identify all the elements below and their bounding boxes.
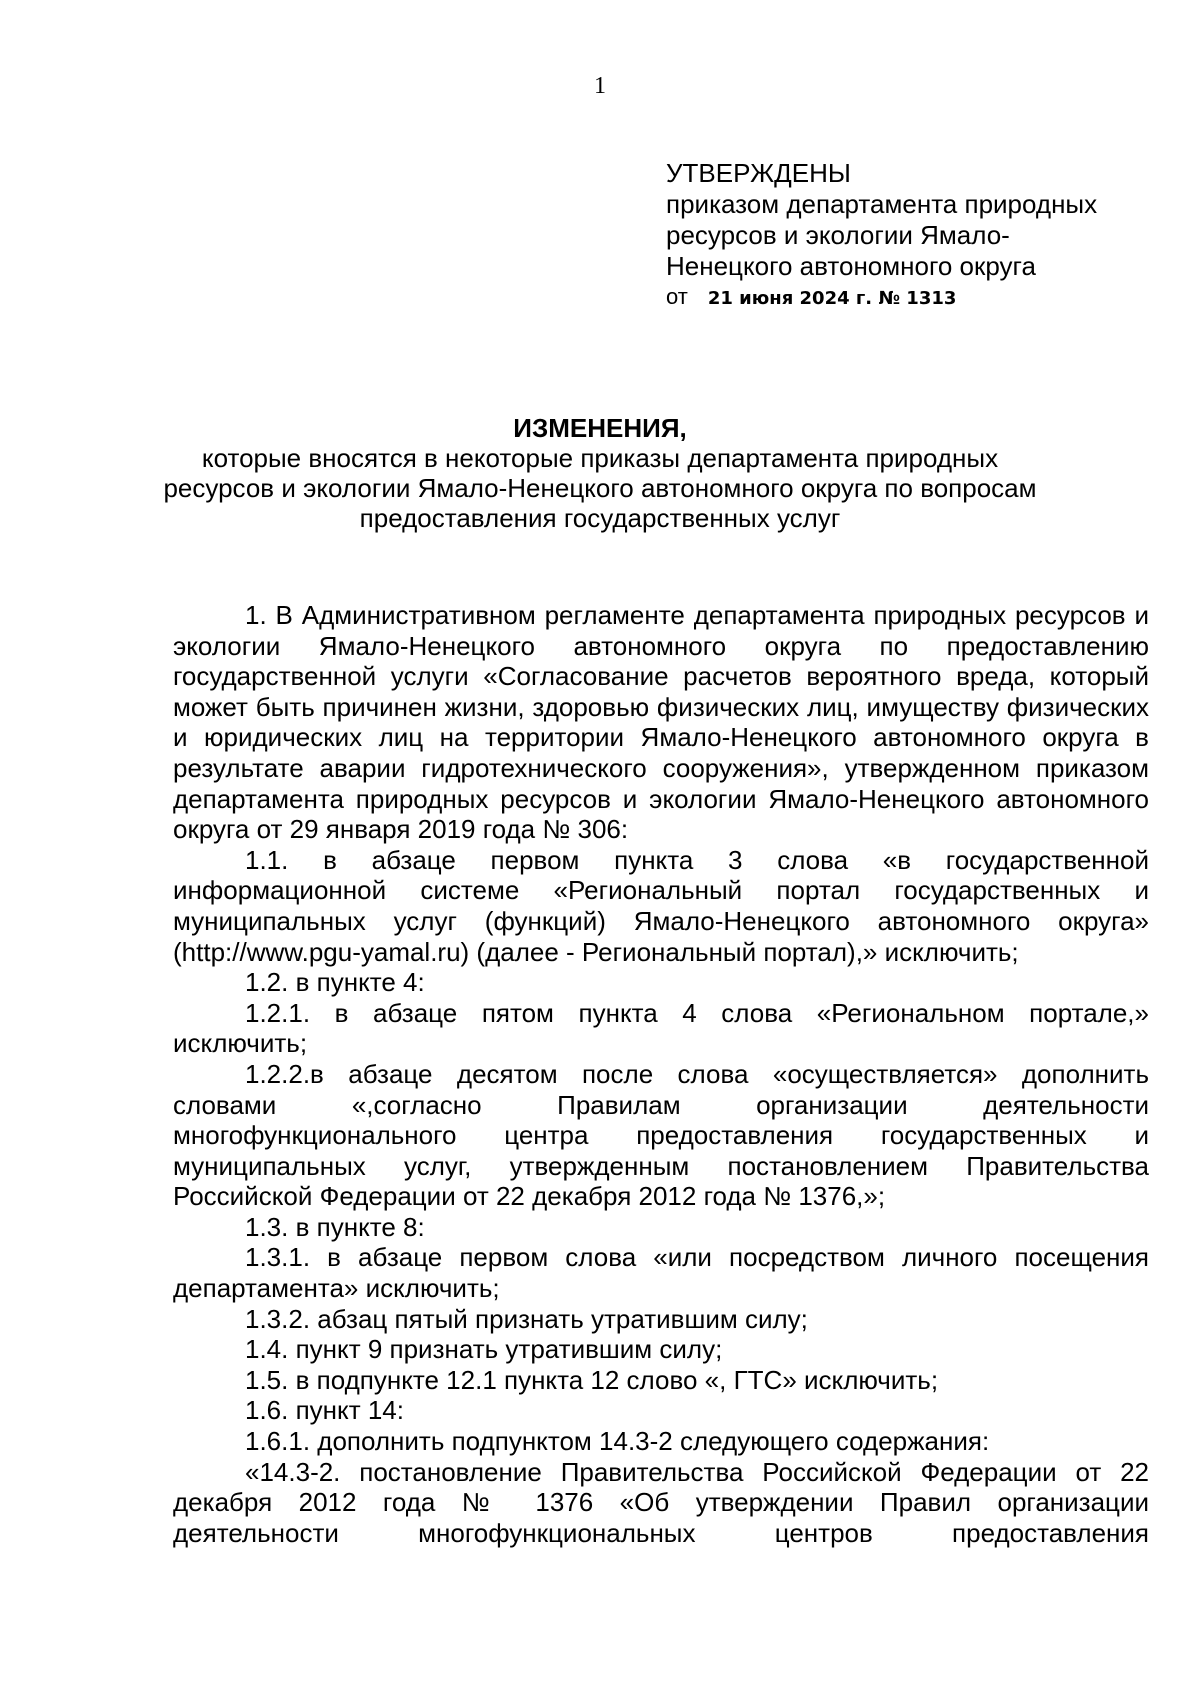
paragraph-1-2-2: 1.2.2.в абзаце десятом после слова «осуществляется» дополнить словами «,согласно Правилам организации деятельности многофункционального центра предоставления государственных и муниципальных услуг, утвержденным постановлением Правительства Российской Федерации от 22 декабря 2012 года № 1376,»; — [173, 1058, 1149, 1212]
paragraph-1-6: 1.6. пункт 14: — [245, 1395, 404, 1426]
order-reference-line — [666, 284, 1166, 312]
paragraph-1-2: 1.2. в пункте 4: — [245, 967, 425, 998]
paragraph-1: 1. В Административном регламенте департамента природных ресурсов и экологии Ямало-Ненецкого автономного округа по предоставлению государственной услуги «Согласование расчетов вероятного вреда, который может быть причинен жизни, здоровью физических лиц, имуществу физических и юридических лиц на территории Ямало-Ненецкого автономного округа в результате аварии гидротехнического сооружения», утвержденном приказом департамента природных ресурсов и экологии Ямало-Ненецкого автономного округа от 29 января 2019 года № 306: — [173, 600, 1149, 845]
document-subtitle-line: которые вносятся в некоторые приказы департамента природных — [201, 443, 999, 473]
paragraph-1-2-1: 1.2.1. в абзаце пятом пункта 4 слова «Региональном портале,» исключить; — [173, 997, 1149, 1059]
approval-heading: УТВЕРЖДЕНЫ — [666, 158, 851, 188]
approval-stamp — [666, 158, 1166, 312]
paragraph-1-6-1: 1.6.1. дополнить подпунктом 14.3-2 следующего содержания: — [245, 1426, 990, 1457]
document-subtitle-line: предоставления государственных услуг — [359, 503, 841, 533]
document-title: ИЗМЕНЕНИЯ, — [513, 413, 687, 443]
paragraph-quote-14-3-2: «14.3-2. постановление Правительства Российской Федерации от 22 декабря 2012 года № 1376 «Об утверждении Правил организации деятельности многофункциональных центров предоставления — [173, 1456, 1149, 1548]
paragraph-1-3: 1.3. в пункте 8: — [245, 1211, 425, 1242]
paragraph-1-1: 1.1. в абзаце первом пункта 3 слова «в государственной информационной системе «Региональный портал государственных и муниципальных услуг (функций) Ямало-Ненецкого автономного округа» (http://www.pgu-yamal.ru) (далее - Региональный портал),» исключить; — [173, 844, 1149, 967]
document-heading — [150, 413, 1050, 533]
order-from-label: от — [666, 284, 688, 309]
approval-line: Ненецкого автономного округа — [666, 251, 1036, 281]
paragraph-1-4: 1.4. пункт 9 признать утратившим силу; — [245, 1334, 723, 1365]
approval-line: приказом департамента природных — [666, 189, 1098, 219]
paragraph-1-3-2: 1.3.2. абзац пятый признать утратившим силу; — [245, 1303, 808, 1334]
paragraph-1-3-1: 1.3.1. в абзаце первом слова «или посредством личного посещения департамента» исключить; — [173, 1242, 1149, 1304]
document-body — [173, 600, 1149, 1548]
page-number: 1 — [594, 73, 606, 99]
document-subtitle-line: ресурсов и экологии Ямало-Ненецкого автономного округа по вопросам — [163, 473, 1037, 503]
order-date-number: 21 июня 2024 г. № 1313 — [707, 288, 957, 309]
paragraph-1-5: 1.5. в подпункте 12.1 пункта 12 слово «, ГТС» исключить; — [245, 1364, 939, 1395]
approval-line: ресурсов и экологии Ямало- — [666, 220, 1010, 250]
